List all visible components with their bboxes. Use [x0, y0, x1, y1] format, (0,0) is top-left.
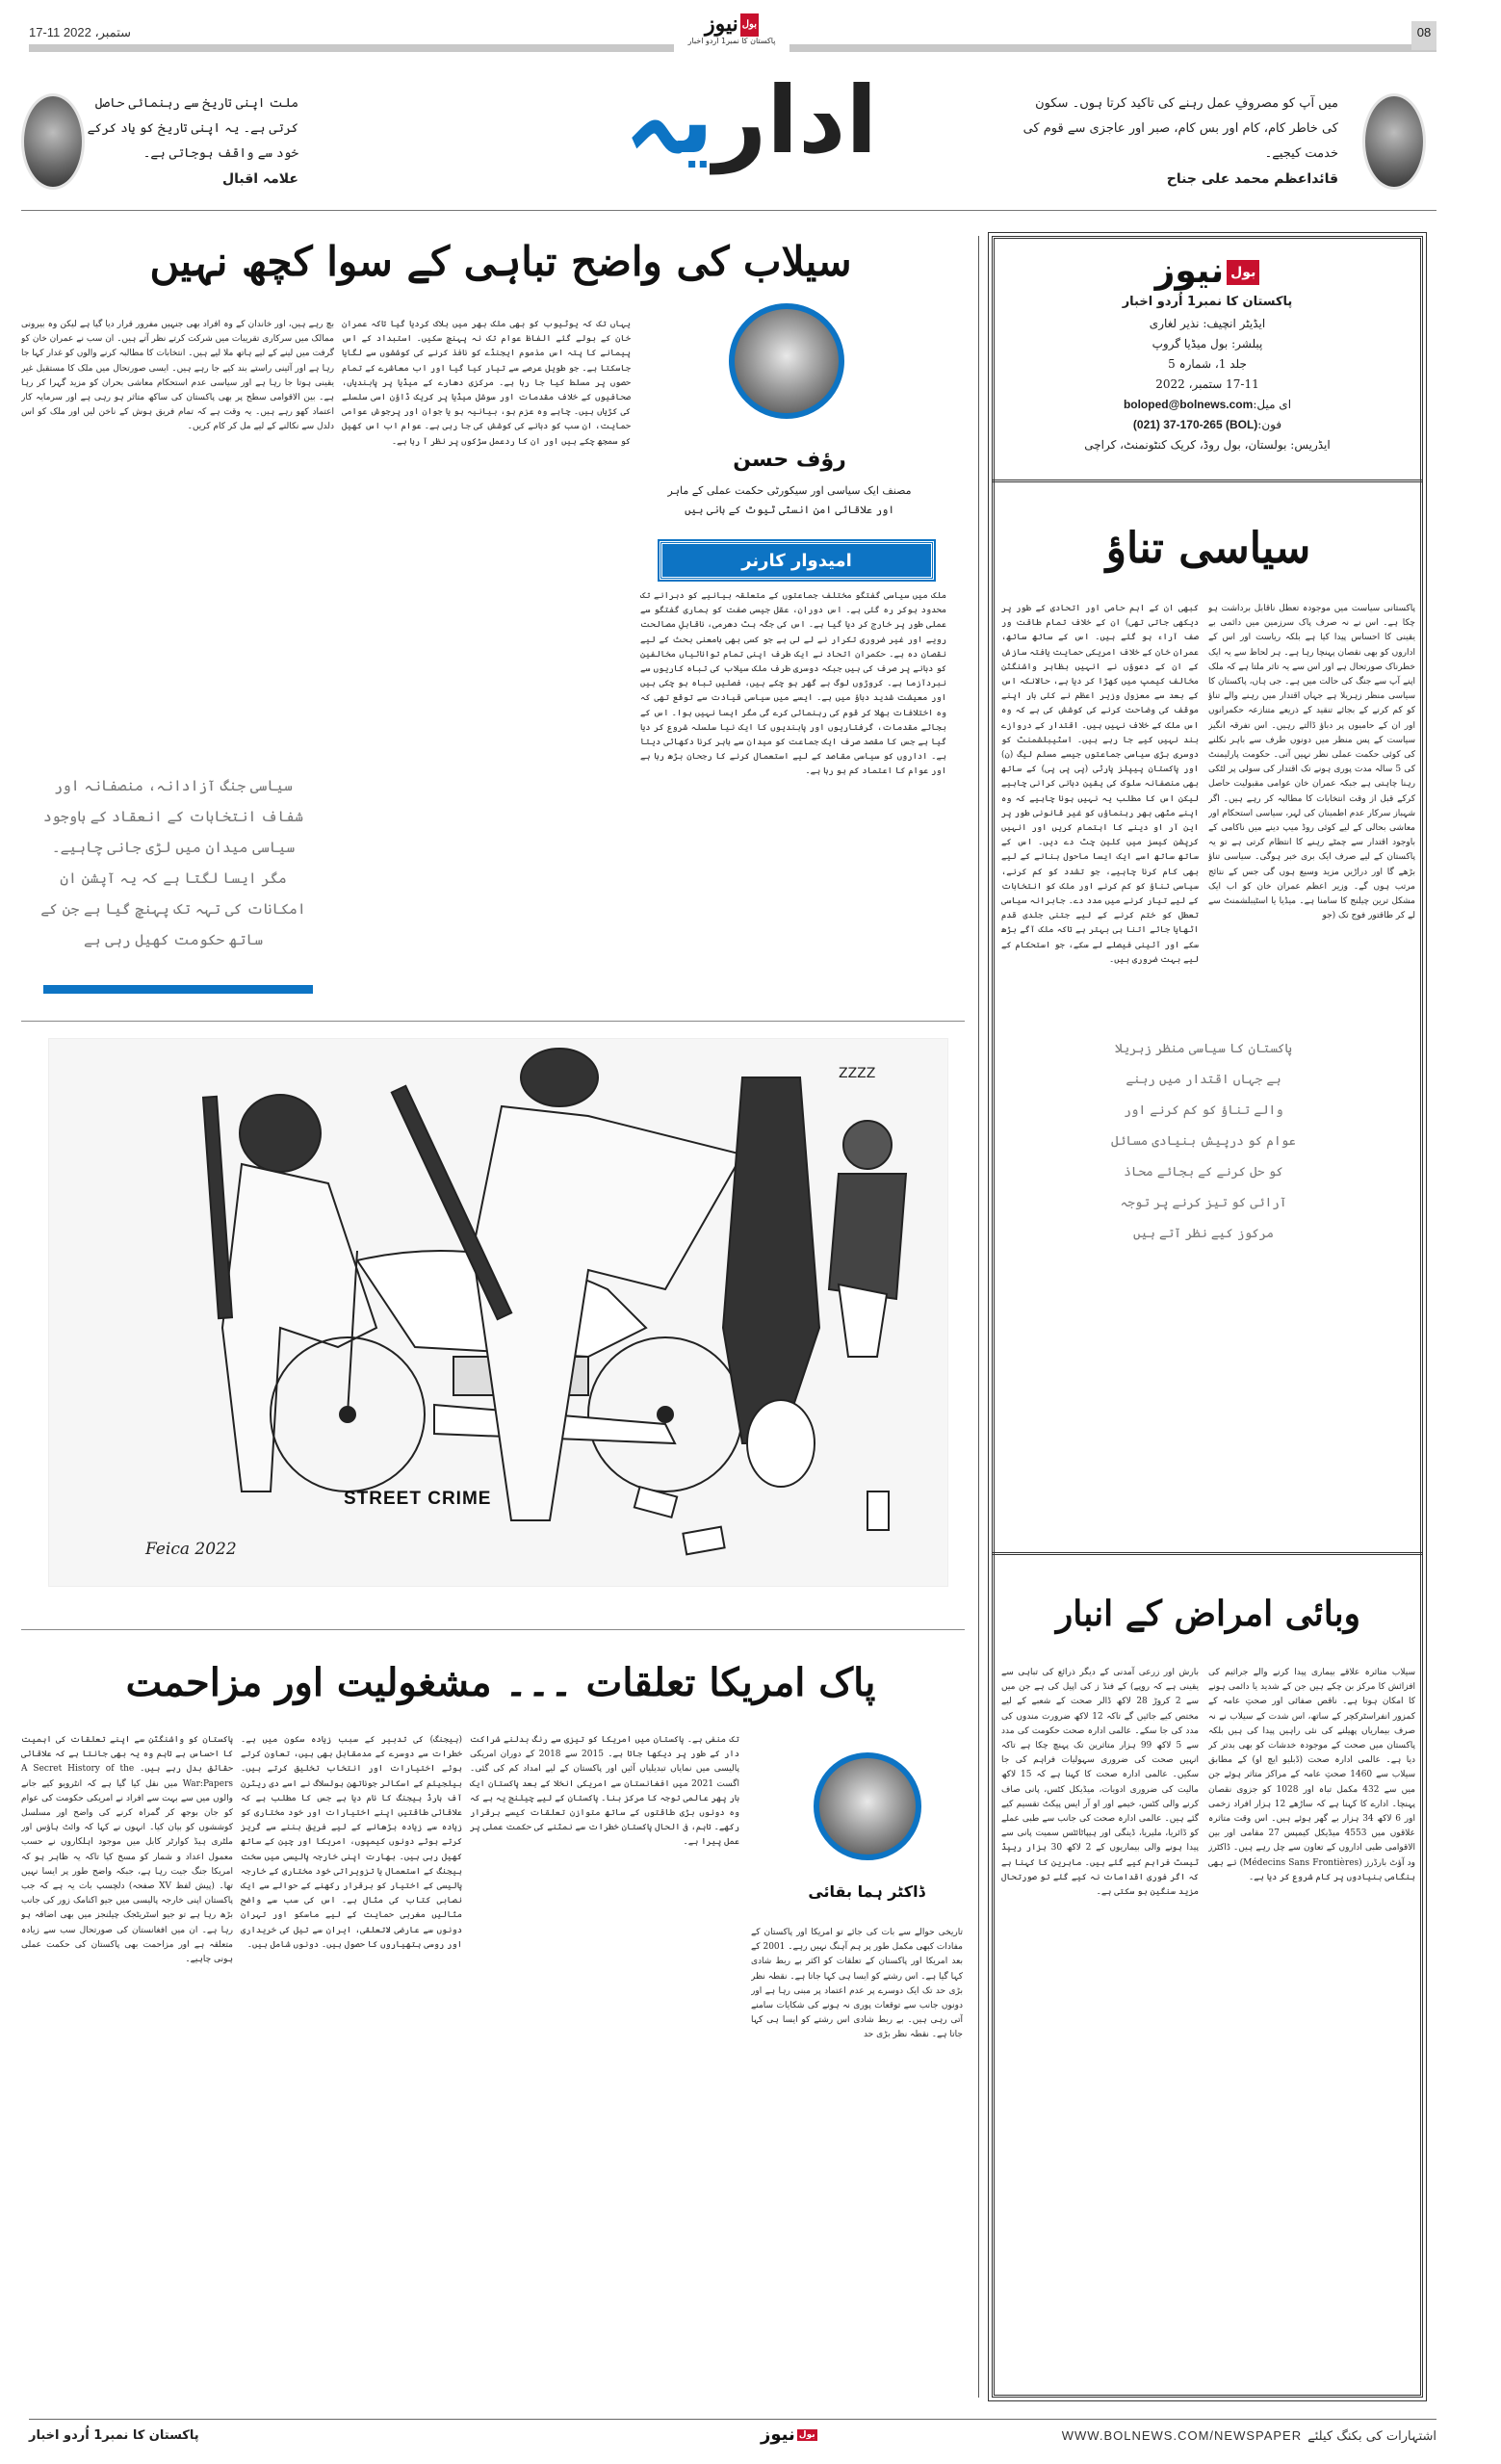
author-name: رؤف حسن	[733, 448, 846, 472]
footer-logo[interactable]: بولنیوز	[761, 2425, 815, 2445]
pull-quote-rule	[43, 985, 313, 994]
imprint-tagline: پاکستان کا نمبر1 اُردو اخبار	[1122, 295, 1293, 309]
article2-column-b: (ہیجنگ) کی تدبیر کے سبب زیادہ سکون میں ہے۔ خطرات سے دوسرے کے مدمقابل بھی ہیں، تعاون کرتے ہوئے اختیارات اور انتخاب تخلیق کرتے ہیں۔ بیلجیئم کے اسکالر جوناتھن ہولسلاگ نے اسے دی ریٹرن آف ہارڈ ہیجنگ کا نام دیا ہے جس کا مطلب ہے کہ علاقائی طاقتیں اپنے اختیارات اور خود مختاری کو زیادہ سے زیادہ بڑھانے کے لیے فریق بننے سے گریز کرتے ہوئے دونوں کیمپوں، امریکا اور چین کے ساتھ کھیل رہی ہیں۔ بھارت اپنی خارجہ پالیسی میں سخت ہیجنگ کے استعمال یا تزویراتی خود مختاری کے خارجہ پالیسی کے اختیار کو برقرار رکھنے کے حوالے سے ایک نصابی کتاب کی مثال ہے۔ اس کی سب سے واضح مثالیں مغربی حمایت کے لیے ماسکو اور تہران دونوں سے عارضی لاتعلقی، ایران سے تیل کی خریداری اور روسی ہتھیاروں کا حصول ہیں۔ دونوں شامل ہیں۔	[241, 1735, 462, 1950]
section-title-editorial: اداریہ	[624, 66, 878, 174]
column-divider	[978, 236, 979, 2398]
logo-tagline: پاکستان کا نمبر1 اُردو اخبار	[687, 37, 776, 45]
article1-divider	[21, 1021, 965, 1022]
editorial1-column-b: کبھی ان کے اہم حامی اور اتحادی کے طور پر دیکھی جاتی تھی) ان کے خلاف تمام طاقت ور صف آراء ہو گئے ہیں۔ اس کے ساتھ ساتھ، عمران خان کے خلاف امریکی حمایت یافتہ سازش کے ان کے دعوؤں نے انہیں بظاہر واشنگٹن مخالف کیمپ میں کھڑا کر دیا ہے، حالانکہ اس کے بعد سے معزول وزیر اعظم نے کئی بار اپنے موقف کی وضاحت کرنے کی کوشش کی ہے کہ وہ اس ملک کے خلاف نہیں ہیں۔ اقتدار کے دروازے بند نہیں کیے جا رہے ہیں۔ اسٹیبلشمنٹ کو دوسری بڑی سیاسی جماعتوں جیسے مسلم لیگ (ن) اور پاکستان پیپلز پارٹی (پی پی پی) کے ساتھ بھی منصفانہ سلوک کی یقین دہانی کرانی چاہیے لیکن اس کا مطلب یہ نہیں ہونا چاہیے کہ وہ اپنے مٹھی بھر رہنماؤں کو غیر قانونی طور پر این آر او دینے کا اہتمام کریں اور انہیں کرپشن کیسز میں کلین چٹ دے دیں۔ اس کے ساتھ ساتھ اسے ایک ایسا ماحول بنانے کے لیے بھی کام کرنا چاہیے، جو تشدد کو کم کرنے، سیاسی تناؤ کو کم کرنے اور ملک کو انتخابات کے لیے تیار کرنے میں مدد دے۔ جابرانہ سیاسی تعطل کو ختم کرنے کے لیے جتنی جلدی قدم اٹھایا جائے اتنا ہی بہتر ہے تاکہ ملک آگے بڑھ سکے اور آئینی فیصلے لے سکے، جو استحکام کے لیے بہت ضروری ہیں۔	[1001, 604, 1199, 965]
imprint-date: 17-11 ستمبر، 2022	[1155, 377, 1259, 391]
editorial-separator	[992, 1552, 1423, 1555]
imprint-separator	[992, 480, 1423, 482]
imprint-address: ایڈریس: بولستان، بول روڈ، کریک کنٹونمنٹ، کراچی	[1084, 438, 1331, 452]
imprint-editor: ایڈیٹر انچیف: نذیر لغاری	[1149, 317, 1266, 330]
article2-column-d: تاریخی حوالے سے بات کی جائے تو امریکا اور پاکستان کے مفادات کبھی مکمل طور پر ہم آہنگ نہیں رہے۔ 2001 کے بعد امریکا اور پاکستان کے تعلقات کو اکثر بے ربط شادی کہا گیا ہے۔ اس رشتے کو ایسا ہی کہا جاتا ہے۔ نقطہ نظر بڑی حد تک ایک دوسرے پر عدم اعتماد پر مبنی رہا ہے اور دونوں جانب سے توقعات پوری نہ ہونے کی شکایات سامنے آتی رہی ہیں۔ بے ربط شادی اس رشتے کو ایسا ہی کہا جاتا ہے۔ نقطہ نظر بڑی حد	[751, 1928, 963, 2040]
article1-column-b: یہاں تک کہ یوٹیوب کو بھی ملک بھر میں بلاک کردیا گیا تاکہ عمران خان کے بولے گئے الفاظ عوام تک نہ پہنچ سکیں۔ استبداد کے اس پیمانے کا پتہ اس مذموم ایجنڈے کو نافذ کرنے کی کوششوں سے لگایا جاسکتا ہے۔ جو طویل عرصے سے تیار کیا گیا اور اب معاشرے کے تمام حصوں پر مسلط کیا جا رہا ہے۔ مرکزی دھارے کے میڈیا پر پابندیاں، صحافیوں کے خلاف مقدمات اور سوشل میڈیا پر کریک ڈاؤن اسی سلسلے کی کڑیاں ہیں۔ چاہے وہ عزم ہو، بیانیہ ہو یا جوان اور پرجوش عوامی حمایت، ان سب کو دبانے کی کوشش کی جا رہی ہے۔ عوام اب اس کھیل کو سمجھ چکے ہیں اور ان کا ردعمل سڑکوں پر نظر آ رہا ہے۔	[342, 320, 631, 447]
quote-author: قائداعظم محمد علی جناح	[1166, 171, 1338, 187]
page-number: 08	[1411, 21, 1436, 50]
imprint-block	[992, 252, 1423, 455]
imprint-logo: بولنیوز	[992, 252, 1423, 291]
author-bio: مصنف ایک سیاسی اور سیکورٹی حکمت عملی کے ماہر اور علاقائی امن انسٹی ٹیوٹ کے بانی ہیں	[667, 484, 912, 516]
article1-column-c: بچ رہے ہیں، اور خاندان کے وہ افراد بھی جنہیں مفرور قرار دیا گیا ہے لیکن وہ بیرونی ممالک میں سرکاری تقریبات میں شرکت کرتے نظر آتے ہیں۔ ان سب نے عمران خان کو گرفت میں لینے کے لیے ہاتھ ملا لیے ہیں۔ انتخابات کا مطالبہ کرنے والوں کو غدار کہا جا رہا ہے اور آئینی راستے بند کیے جا رہے ہیں۔ ایسی صورتحال میں ملک کا مستقبل غیر یقینی ہوتا جا رہا ہے اور سیاسی عدم استحکام معاشی بحران کو مزید گہرا کر رہا ہے۔ بین الاقوامی سطح پر بھی پاکستان کی ساکھ متاثر ہو رہی ہے اور سرمایہ کار اعتماد کھو رہے ہیں۔ یہ وقت ہے کہ تمام فریق ہوش کے ناخن لیں اور ملک کو اس دلدل سے نکالنے کے لیے مل کر کام کریں۔	[21, 320, 334, 432]
header-logo[interactable]	[674, 13, 789, 52]
author-photo-rauf-hasan	[729, 303, 844, 419]
quote-text: میں آپ کو مصروفِ عمل رہنے کی تاکید کرتا ہوں۔ سکون کی خاطر کام، کام اور بس کام، صبر اور عاجزی سے قوم کی خدمت کیجیے۔	[1022, 96, 1338, 161]
imprint-phone: (021) 37-170-265 (BOL)	[1132, 418, 1258, 431]
footer-rule	[29, 2419, 1436, 2420]
imprint-email-row: ای میل:boloped@bolnews.com	[1123, 398, 1292, 411]
quote-iqbal	[67, 91, 298, 192]
article2-divider	[21, 1629, 965, 1630]
header-divider	[21, 210, 1436, 211]
jinnah-portrait	[1362, 93, 1426, 190]
author-photo-huma-baqai	[814, 1752, 921, 1860]
footer-ad-label: اشتہارات کی بکنگ کیلئے	[1307, 2429, 1436, 2444]
issue-date: 17-11 ستمبر، 2022	[29, 25, 132, 39]
imprint-publisher: پبلشر: بول میڈیا گروپ	[1152, 337, 1263, 350]
column-badge: امیدوار کارنر	[660, 541, 934, 580]
imprint-volume: جلد 1، شمارہ 5	[1168, 357, 1247, 371]
logo-box: بول	[740, 13, 759, 37]
article1-column-a: ملک میں سیاسی گفتگو مختلف جماعتوں کے متعلقہ بیانیے کو دہرانے تک محدود ہوکر رہ گئی ہے۔ اس دوران، عقل جیسی صفت کو ہماری گفتگو سے عملی طور پر خارج کر دیا گیا ہے۔ اس کی جگہ ہٹ دھرمی، ناقابلِ مصالحت رویے اور غیر ضروری تکرار نے لے لی ہے جو کسی بھی بامعنی بحث کے لیے نقصان دہ ہے۔ حکمران اتحاد نے ایک طرف اپنی تمام توانائیاں مخالفین کو دبانے پر صرف کی ہیں جبکہ دوسری طرف ملک سیلاب کی تباہ کاریوں سے نبردآزما ہے۔ کروڑوں لوگ بے گھر ہو چکے ہیں، فصلیں تباہ ہو چکی ہیں اور معیشت شدید دباؤ میں ہے۔ ایسے میں سیاسی قیادت سے توقع تھی کہ وہ اختلافات بھلا کر قوم کی رہنمائی کرے گی مگر ایسا نہیں ہوا۔ اس کے بجائے مقدمات، گرفتاریوں اور پابندیوں کا ایک نیا سلسلہ شروع کر دیا گیا ہے جس کا مقصد صرف ایک جماعت کو میدان سے باہر کرنا دکھائی دیتا ہے۔ اداروں کو سیاسی مقاصد کے لیے استعمال کرنے کا رجحان بڑھ رہا ہے اور عوام کا اعتماد کم ہو رہا ہے۔	[640, 591, 946, 777]
footer-ad-booking	[1062, 2428, 1436, 2444]
editorial2-headline: وبائی امراض کے انبار	[1055, 1594, 1361, 1634]
cartoon-drawing-icon	[49, 1039, 948, 1587]
editorial-cartoon	[48, 1038, 948, 1587]
imprint-email-link[interactable]: boloped@bolnews.com	[1123, 398, 1254, 411]
editorial2-column-b: بارش اور زرعی آمدنی کے دیگر ذرائع کی تباہی سے یقینی ہے کہ روپے) کے فنڈ ز کی اپیل کی ہے جن میں سے 2 کروڑ 28 لاکھ ڈالر صحت کے شعبے کے لیے مختص کیے جائیں گے تاکہ 12 لاکھ ضرورت مندوں کی مدد کی جا سکے۔ عالمی ادارہ صحت حکومت کی مدد سے 5 لاکھ 99 ہزار متاثرین تک پہنچ چکا ہے تاکہ انہیں صحت کی ضروری سہولیات فراہم کی جا سکیں۔ عالمی ادارہ صحت کا کہنا ہے کہ 15 لاکھ مالیت کی ضروری ادویات، میڈیکل کٹس، پانی صاف کرنے والی کٹس، خیمے اور او آر ایس پیکٹ تقسیم کیے گئے ہیں۔ عالمی ادارہ صحت کی جانب سے طبی عملے کو ڈائریا، ملیریا، ڈینگی اور ہیپاٹائٹس سمیت پانی سے پیدا ہونے والی بیماریوں کے 2 لاکھ 30 ہزار ریپڈ ٹیسٹ فراہم کیے گئے ہیں۔ ماہرین کا کہنا ہے کہ اگر فوری اقدامات نہ کیے گئے تو صورتحال مزید سنگین ہو سکتی ہے۔	[1001, 1668, 1199, 1898]
editorial2-column-a: سیلاب متاثرہ علاقے بیماری پیدا کرنے والے جراثیم کی افزائش کا مرکز بن چکے ہیں جن کے شدید یا دائمی ہونے کا امکان ہوتا ہے۔ ناقص صفائی اور صحتِ عامہ کے کمزور انفراسٹرکچر کے ساتھ، اس شدت کے سیلاب نے نہ صرف بیماریاں پھیلنے کی نئی راہیں پیدا کی ہیں بلکہ پاکستان میں صحت کے موجودہ خدشات کو بھی بدتر کر دیا ہے۔ عالمی ادارہ صحت (ڈبلیو ایچ او) کے مطابق سیلاب سے 1460 صحتِ عامہ کے مراکز متاثر ہوئے جن میں سے 432 مکمل تباہ اور 1028 کو جزوی نقصان پہنچا۔ ادارے کا کہنا ہے کہ ساڑھے 12 ہزار افراد زخمی اور 6 لاکھ 34 ہزار بے گھر ہوئے ہیں۔ اس وقت متاثرہ علاقوں میں 4553 میڈیکل کیمپس 27 مقامی اور بین الاقوامی طبی اداروں کے تعاون سے چل رہے ہیں۔ ڈاکٹرز ود آؤٹ بارڈرز (Médecins Sans Frontières) نے بھی ہنگامی بنیادوں پر کام شروع کر دیا ہے۔	[1208, 1668, 1415, 1882]
quote-author: علامہ اقبال	[221, 171, 298, 187]
quote-jinnah	[1021, 91, 1338, 192]
editorial1-column-a: پاکستانی سیاست میں موجودہ تعطل ناقابل برداشت ہو چکا ہے۔ اس نے نہ صرف پاک سرزمین میں دائمی بے یقینی کا احساس پیدا کیا ہے بلکہ ریاست اور اس کے اداروں کو بھی نقصان پہنچا رہا ہے۔ ہر لحاظ سے یہ ایک خطرناک صورتحال ہے اور اس سے یہ تاثر ملتا ہے کہ ملک اپنے آپ سے جنگ کی حالت میں ہے۔ جی ہاں، پاکستان کا سیاسی منظر زہریلا ہے جہاں اقتدار میں رہنے والے تناؤ کو کم کرنے کے بجائے تنقید کے ذریعے متنازعہ حکمرانوں اور ان کے حامیوں پر دباؤ ڈالتے رہیں۔ اس تفرقہ انگیز سیاست کے پس منظر میں دونوں طرف سے باہر نکلنے کی کوئی حکمت عملی نظر نہیں آتی۔ حکومت پارلیمنٹ کی 5 سالہ مدت پوری ہونے تک اقتدار کی سولی پر لٹکی رہنا چاہتی ہے جبکہ عمران خان عوامی مقبولیت حاصل کرکے قبل از وقت انتخابات کا مطالبہ کر رہے ہیں۔ اگر شہباز سرکار عدم اطمینان کی لہر، سیاسی استحکام اور معاشی بحالی کے لیے کوئی روڈ میپ دینے میں ناکامی کے باوجود اقتدار سے چمٹے رہنے کا انتظام کرتی ہے تو یہ پاکستان کے لیے صرف ایک بری خبر ہوگی۔ سیاسی تناؤ بڑھے گا اور دراڑیں مزید وسیع ہوں گی جس کے نتائج مرتب ہوں گے۔ وزیر اعظم عمران خان کو اب ایک مشکل ترین چیلنج کا سامنا ہے۔ میڈیا یا اسٹیبلشمنٹ سے لے کر طاقتور فوج تک (جو	[1208, 604, 1415, 921]
editorial1-headline: سیاسی تناؤ	[1105, 524, 1311, 573]
quote-text: ملت اپنی تاریخ سے رہنمائی حاصل کرتی ہے۔ یہ اپنی تاریخ کو یاد کرکے خود سے واقف ہوجاتی ہے۔	[87, 96, 298, 161]
cartoon-signature: Feica 2022	[145, 1540, 237, 1559]
logo-text: نیوز	[705, 12, 738, 37]
svg-text:ZZZZ: ZZZZ	[839, 1066, 876, 1081]
editorial1-pull-quote: پاکستان کا سیاسی منظر زہریلا ہے جہاں اقتدار میں رہنے والے تناؤ کو کم کرنے اور عوام کو درپیش بنیادی مسائل کو حل کرنے کے بجائے محاذ آرائی کو تیز کرنے پر توجہ مرکوز کیے نظر آتے ہیں	[1107, 1030, 1300, 1254]
article2-column-a: پاکستان کو واشنگٹن سے اپنے تعلقات کی اہمیت کا احساس ہے تاہم وہ یہ بھی جانتا ہے کہ علاقائی حقائق بدل رہے ہیں۔ A Secret History of the War:Papers میں نقل کیا گیا ہے کہ انٹرویو کیے جانے والوں میں سے بہت سے افراد نے امریکی حکومت کی عوام کو جان بوجھ کر گمراہ کرنے کی واضح اور مسلسل کوششوں کو بیان کیا۔ انہوں نے کہا کہ وائٹ ہاؤس اور ملٹری ہیڈ کوارٹر کابل میں موجود اہلکاروں نے حسب معمول اعداد و شمار کو مسخ کیا تاکہ یہ ظاہر ہو کہ امریکا جنگ جیت رہا ہے، جبکہ واضح طور پر ایسا نہیں تھا۔ (پیش لفظ XV صفحہ) دلچسپ بات یہ ہے کہ جب پاکستان اپنی خارجہ پالیسی میں جیو اکنامک زور کی جانب بڑھ رہا ہے تو جیو اسٹریٹجک چیلنجز میں بھی اضافہ ہو رہا ہے۔ ان میں افغانستان کی صورتحال سب سے زیادہ متعلقہ ہے اور مزاحمت بھی پاکستان کی حکمت عملی ہونی چاہیے۔	[21, 1735, 233, 1965]
article2-headline: پاک امریکا تعلقات ۔۔۔ مشغولیت اور مزاحمت	[125, 1660, 876, 1705]
cartoon-caption: STREET CRIME	[344, 1489, 492, 1509]
article1-headline: سیلاب کی واضح تباہی کے سوا کچھ نہیں	[149, 238, 852, 285]
imprint-phone-row: فون:(021) 37-170-265 (BOL)	[1132, 418, 1282, 431]
author-name: ڈاکٹر ہما بقائی	[808, 1882, 925, 1901]
footer-url[interactable]: WWW.BOLNEWS.COM/NEWSPAPER	[1061, 2428, 1303, 2443]
article1-pull-quote: سیاسی جنگ آزادانہ، منصفانہ اور شفاف انتخابات کے انعقاد کے باوجود سیاسی میدان میں لڑی جانی چاہیے۔ مگر ایسا لگتا ہے کہ یہ آپشن ان امکانات کی تہہ تک پہنچ گیا ہے جن کے ساتھ حکومت کھیل رہی ہے	[40, 777, 306, 948]
footer-tagline: پاکستان کا نمبر1 اُردو اخبار	[29, 2428, 199, 2443]
article2-column-c: تک منفی ہے۔ پاکستان میں امریکا کو تیزی سے رنگ بدلنے شراکت دار کے طور پر دیکھا جاتا ہے۔ 2015 سے 2018 کے دوران امریکی پالیسی میں نمایاں تبدیلیاں آئیں اور پاکستان کے لیے امداد کم کی گئی۔ اگست 2021 میں افغانستان سے امریکی انخلا کے بعد پاکستان ایک بار پھر عالمی توجہ کا مرکز بنا۔ پاکستان کے لیے چیلنج یہ ہے کہ وہ دونوں بڑی طاقتوں کے ساتھ متوازن تعلقات کیسے برقرار رکھے۔ تاہم، فی الحال پاکستان خطرات سے نمٹنے کی حکمت عملی پر عمل پیرا ہے۔	[470, 1735, 739, 1848]
